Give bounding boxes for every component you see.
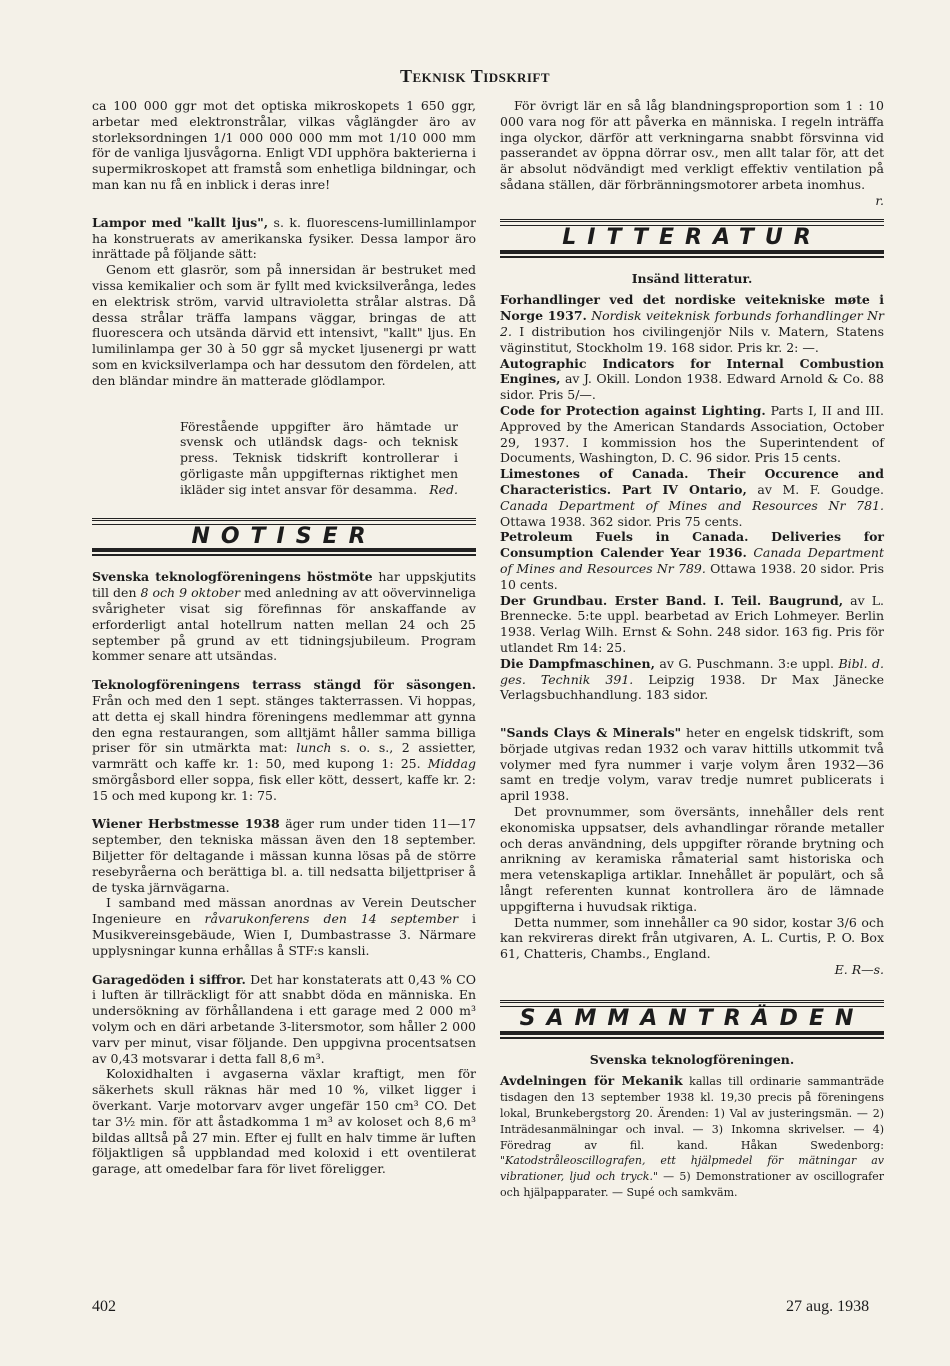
- mekanik-title: Avdelningen för Mekanik: [500, 1073, 683, 1089]
- disclaimer-note: [92, 419, 476, 498]
- lit-entry-2: Autographic Indicators for Internal Combustion Engines, av J. Okill. London 1938. Edward Arnold & Co. 88 sidor. Pris 5/—.: [500, 355, 884, 403]
- lit-entry-1: Forhandlinger ved det nordiske veitekniske møte i Norge 1937. Nordisk veiteknisk forbunds forhandlinger Nr 2. I distribution hos civilingenjör Nils v. Matern, Statens väginstitut, Stockholm 19. 168 sidor. Pris kr. 2: —.: [500, 292, 884, 355]
- hostmote-date: 8 och 9 oktober: [140, 585, 241, 601]
- notiser-section-header: [92, 518, 476, 557]
- lit-entry-5: Petroleum Fuels in Canada. Deliveries for Consumption Calender Year 1936. Canada Department of Mines and Resources Nr 789. Ottawa 1938. 20 sidor. Pris 10 cents.: [500, 529, 884, 592]
- stf-heading: Svenska teknologföreningen.: [589, 1051, 795, 1067]
- page-number: 402: [92, 1298, 116, 1315]
- garage-paragraph-2: Koloxidhalten i avgaserna växlar kraftigt, men för säkerhets skull räknas här med 10 %, vilket ligger i överkant. Varje motorvarv avger ungefär 150 cm³ CO. Det tar 3½ min. för att åstadkomma 1 m³ av koloset och 8,6 m³ bildas alltså på 27 min. Efter ej fullt en halv timme är luften följaktligen så uppblandad med koloxid i ett oventilerat garage, att omedelbar fara för livet föreligger.: [92, 1066, 476, 1177]
- lampor-text: s. k. fluorescens-lumillinlampor ha konstruerats av amerikanska fysiker. Dessa lampor äro inrättade på följande sätt:: [92, 214, 476, 262]
- wiener-title: Wiener Herbstmesse 1938: [92, 816, 280, 832]
- litteratur-heading: LITTERATUR: [562, 224, 822, 250]
- sands-title: "Sands Clays & Minerals": [500, 725, 682, 741]
- litteratur-section-header: [500, 219, 884, 258]
- ventilation-signature: r.: [875, 192, 884, 208]
- intro-paragraph: ca 100 000 ggr mot det optiska mikroskopets 1 650 ggr, arbetar med elektronstrålar, vilkas våglängder äro av storleksordningen 1/1 000 000 000 mm mot 1/10 000 mm för de vanliga ljusvågorna. Enligt VDI upphöra bakterierna i supermikroskopet att framstå som enhetliga bildningar, och man kan nu få en inblick i deras inre!: [92, 98, 476, 192]
- sammantraden-section-header: [500, 1000, 884, 1039]
- terrass-paragraph: Teknologföreningens terrass stängd för säsongen. Från och med den 1 sept. stänges takterrassen. Vi hoppas, att detta ej skall hindra föreningens medlemmar att gynna den egna restaurangen, som alltjämt håller samma billiga priser för sin utmärkta mat: lunch s. o. s., 2 assietter, varmrätt och kaffe kr. 1: 50, med kupong 1: 25. Middag smörgåsbord eller soppa, fisk eller kött, dessert, kaffe kr. 2: 15 och med kupong kr. 1: 75.: [92, 677, 476, 803]
- lampor-paragraph: [92, 215, 476, 262]
- garage-paragraph: Garagedöden i siffror. Det har konstaterats att 0,43 % CO i luften är tillräckligt för att snabbt döda en människa. En undersökning av förhållandena i ett garage med 2 000 m³ volym och en däri arbetande 3-litersmotor, som håller 2 000 varv per minut, visar följande. Den uppgivna procentsatsen av 0,43 motsvarar i detta fall 8,6 m³.: [92, 971, 476, 1066]
- ventilation-paragraph: För övrigt lär en så låg blandningsproportion som 1 : 10 000 vara nog för att påverka en människa. I regeln inträffa inga olyckor, därför att verkningarna snabbt försvinna vid passerandet av öppna dörrar osv., men allt talar för, att det är absolut nödvändigt med verkligt effektiv ventilation på sådana ställen, där förbränningsmotorer arbeta inomhus. r.: [500, 98, 884, 208]
- wiener-paragraph-2: I samband med mässan anordnas av Verein Deutscher Ingenieure en råvarukonferens den 14 september i Musikvereinsgebäude, Wien I, Dumbastrasse 3. Närmare upplysningar kunna erhållas å STF:s kansli.: [92, 895, 477, 958]
- insand-heading: Insänd litteratur.: [631, 270, 753, 286]
- left-column: [92, 98, 476, 1177]
- right-column: [500, 98, 884, 1200]
- masthead: Teknisk Tidskrift: [399, 66, 551, 86]
- lit-entry-4: Limestones of Canada. Their Occurence and Characteristics. Part IV Ontario, av M. F. Goudge. Canada Department of Mines and Resources Nr 781. Ottawa 1938. 362 sidor. Pris 75 cents.: [500, 466, 884, 529]
- mekanik-paragraph: Avdelningen för Mekanik kallas till ordinarie sammanträde tisdagen den 13 september 1938 kl. 19,30 precis på föreningens lokal, Brunkebergstorg 20. Ärenden: 1) Val av justeringsmän. — 2) Inträdesanmälningar och inval. — 3) Inkomna skrivelser. — 4) Föredrag av fil. kand. Håkan Swedenborg: "Katodstråleoscillografen, ett hjälpmedel för mätningar av vibrationer, ljud och tryck." — 5) Demonstrationer av oscillografer och hjälpapparater. — Supé och samkväm.: [500, 1073, 884, 1200]
- issue-date: 27 aug. 1938: [786, 1298, 870, 1315]
- sammantraden-heading: SAMMANTRÄDEN: [519, 1005, 865, 1031]
- sands-paragraph-3: Detta nummer, som innehåller ca 90 sidor, kostar 3/6 och kan rekvireras direkt från utgivaren, A. L. Curtis, P. O. Box 61, Chatteris, Chambs., England.: [500, 914, 884, 962]
- hostmote-paragraph: Svenska teknologföreningens höstmöte har uppskjutits till den 8 och 9 oktober med anledning av att oövervinneliga svårigheter visat sig förefinnas för anskaffande av erforderligt antal hotellrum natten mellan 24 och 25 september på grund av ett tidningsjubileum. Program kommer senare att utsändas.: [92, 569, 477, 664]
- lit-entry-6: Der Grundbau. Erster Band. I. Teil. Baugrund, av L. Brennecke. 5:te uppl. bearbetad av Erich Lohmeyer. Berlin 1938. Verlag Wilh. Ernst & Sohn. 248 sidor. 163 fig. Pris för utlandet Rm 14: 25.: [500, 592, 884, 655]
- disclaimer-text: Förestående uppgifter äro hämtade ur svensk och utländsk dags- och teknisk press. Teknisk tidskrift kontrollerar i görligaste mån uppgifternas riktighet men ikläder sig intet ansvar för desamma.: [180, 418, 458, 497]
- wiener-paragraph: Wiener Herbstmesse 1938 äger rum under tiden 11—17 september, den tekniska mässan även den 18 september. Biljetter för deltagande i mässan kunna lösas på de större resebyråerna och berättiga bl. a. till nedsatta biljettpriser å de tyska järnvägarna.: [92, 816, 476, 895]
- lampor-paragraph-2: Genom ett glasrör, som på innersidan är bestruket med vissa kemikalier och som är fyllt med kvicksilverånga, ledes en elektrisk ström, varvid ultravioletta strålar alstras. Då dessa strålar träffa lampans väggar, bringas de att fluorescera och utsända därvid ett intensivt, "kallt" ljus. En lumilinlampa ger 30 à 50 ggr så mycket ljusenergi pr watt som en kvicksilverlampa och har dessutom den fördelen, att den bländar mindre än matterade glödlampor.: [92, 262, 476, 388]
- hostmote-title: Svenska teknologföreningens höstmöte: [92, 569, 373, 585]
- lit-entry-3: Code for Protection against Lighting. Parts I, II and III. Approved by the American Standards Association, October 29, 1937. I kommission hos the Superintendent of Documents, Washington, D. C. 96 sidor. Pris 15 cents.: [500, 402, 884, 466]
- sands-signature: E. R—s.: [834, 962, 884, 978]
- lit-entry-7: Die Dampfmaschinen, av G. Puschmann. 3:e uppl. Bibl. d. ges. Technik 391. Leipzig 1938. Dr Max Jänecke Verlagsbuchhandlung. 183 sidor.: [500, 655, 885, 703]
- garage-title: Garagedöden i siffror.: [92, 971, 246, 987]
- sands-paragraph-2: Det provnummer, som översänts, innehåller dels rent ekonomiska uppsatser, dels avhandlingar rörande metaller och deras användning, dels uppgifter rörande brytning och anrikning av keramiska råmaterial samt historiska och mera vetenskapliga artiklar. Innehållet är populärt, och så långt referenten kunnat kontrollera äro de lämnade uppgifterna i huvudsak riktiga.: [500, 804, 884, 914]
- notiser-heading: NOTISER: [191, 523, 377, 549]
- disclaimer-signature: Red.: [429, 481, 458, 497]
- sands-paragraph: "Sands Clays & Minerals" heter en engelsk tidskrift, som började utgivas redan 1932 och varav hittills utkommit två volymer med fyra nummer i varje volym åren 1932—36 samt en tredje volym, varav tredje numret publicerats i april 1938.: [500, 725, 884, 804]
- lampor-title: Lampor med "kallt ljus",: [92, 214, 269, 230]
- terrass-title: Teknologföreningens terrass stängd för säsongen.: [92, 677, 476, 693]
